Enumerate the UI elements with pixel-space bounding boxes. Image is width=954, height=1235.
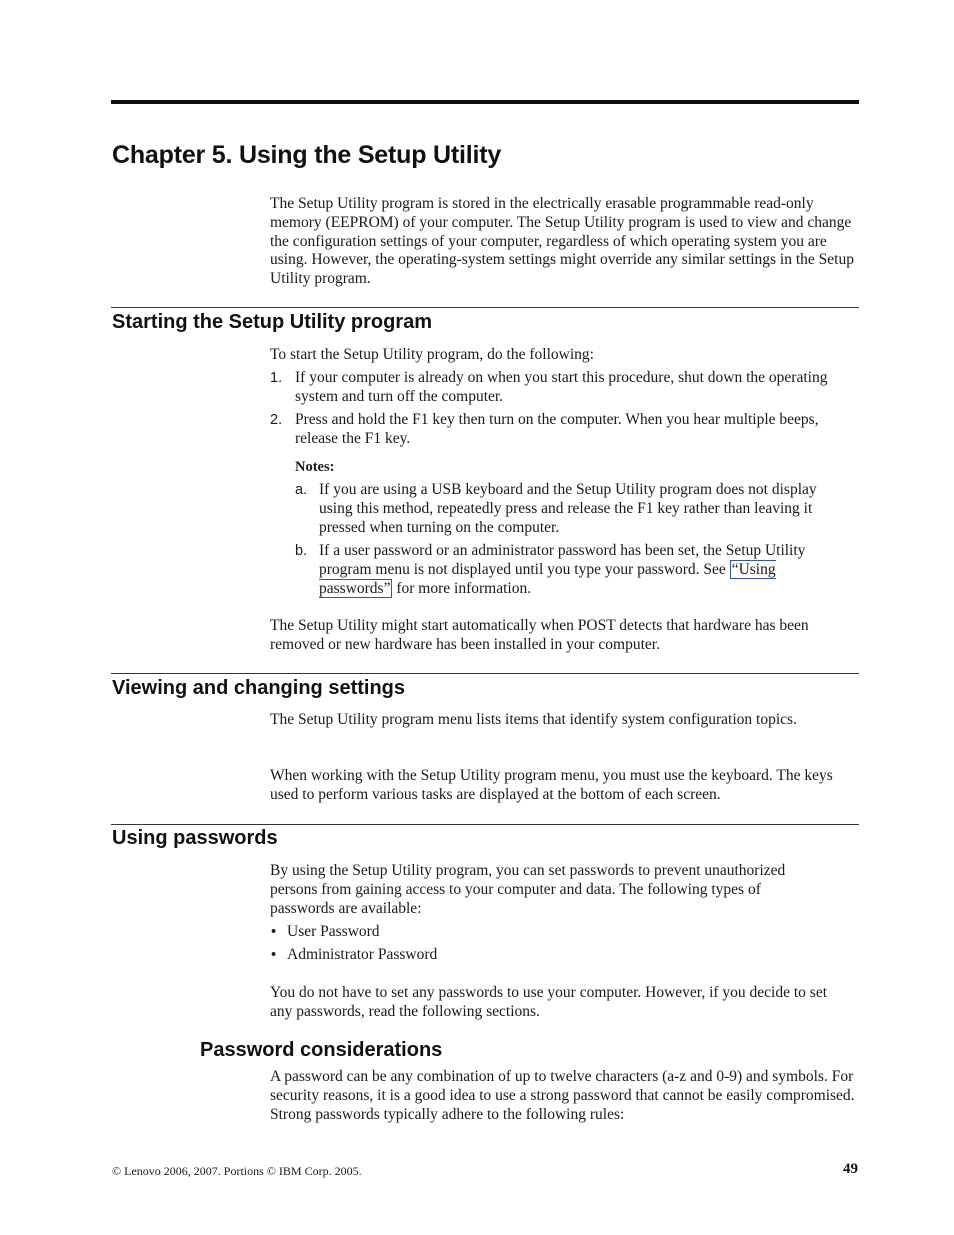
- footer-copyright: © Lenovo 2006, 2007. Portions © IBM Corp. 2005.: [112, 1164, 362, 1178]
- step-number: 1.: [270, 370, 283, 386]
- bullet-item: User Password: [287, 923, 380, 940]
- section-rule: [111, 673, 859, 674]
- step-number: 2.: [270, 412, 283, 428]
- note-text-before: If a user password or an administrator password has been set, the Setup Utility program menu is not displayed until you type your password. See: [319, 542, 806, 578]
- chapter-title: Chapter 5. Using the Setup Utility: [112, 141, 502, 169]
- viewing-paragraph-1: The Setup Utility program menu lists items that identify system configuration topics.: [270, 711, 797, 728]
- starting-closing: The Setup Utility might start automatically when POST detects that hardware has been removed or new hardware has been installed in your computer.: [270, 617, 809, 653]
- note-text: [319, 542, 849, 598]
- note-text: If you are using a USB keyboard and the Setup Utility program does not display using this method, repeatedly press and release the F1 key rather than leaving it pressed when turning on the computer.: [319, 481, 817, 536]
- page-number: 49: [843, 1161, 858, 1177]
- subsection-heading-considerations: Password considerations: [200, 1039, 443, 1061]
- chapter-top-rule: [111, 100, 859, 104]
- note-letter: a.: [295, 482, 308, 498]
- passwords-paragraph-2: You do not have to set any passwords to use your computer. However, if you decide to set any passwords, read the following sections.: [270, 984, 828, 1020]
- chapter-intro: The Setup Utility program is stored in the electrically erasable programmable read-only memory (EEPROM) of your computer. The Setup Utility program is used to view and change the configuration settings of your computer, regardless of which operating system you are using. However, the operating-system settings might override any similar settings in the Setup Utility program.: [270, 195, 854, 288]
- note-text-after: for more information.: [392, 579, 532, 597]
- notes-label: Notes:: [295, 459, 335, 475]
- section-heading-passwords: Using passwords: [112, 827, 278, 849]
- bullet-marker: •: [271, 924, 277, 940]
- section-heading-viewing: Viewing and changing settings: [112, 677, 405, 699]
- passwords-paragraph-1: By using the Setup Utility program, you can set passwords to prevent unauthorized persons from gaining access to your computer and data. The following types of passwords are available:: [270, 862, 786, 917]
- step-text: If your computer is already on when you start this procedure, shut down the operating system and turn off the computer.: [295, 369, 828, 405]
- considerations-paragraph: A password can be any combination of up to twelve characters (a-z and 0-9) and symbols. For security reasons, it is a good idea to use a strong password that cannot be easily compromised. Strong passwords typically adhere to the following rules:: [270, 1068, 855, 1123]
- starting-lead: To start the Setup Utility program, do the following:: [270, 346, 594, 363]
- using-passwords-link[interactable]: “Using passwords”: [319, 560, 776, 597]
- step-text: Press and hold the F1 key then turn on the computer. When you hear multiple beeps, release the F1 key.: [295, 411, 819, 447]
- section-heading-starting: Starting the Setup Utility program: [112, 311, 433, 333]
- note-letter: b.: [295, 543, 308, 559]
- bullet-item: Administrator Password: [287, 946, 438, 963]
- bullet-marker: •: [271, 947, 277, 963]
- section-rule: [111, 307, 859, 308]
- viewing-paragraph-2: When working with the Setup Utility program menu, you must use the keyboard. The keys used to perform various tasks are displayed at the bottom of each screen.: [270, 767, 833, 803]
- section-rule: [111, 824, 859, 825]
